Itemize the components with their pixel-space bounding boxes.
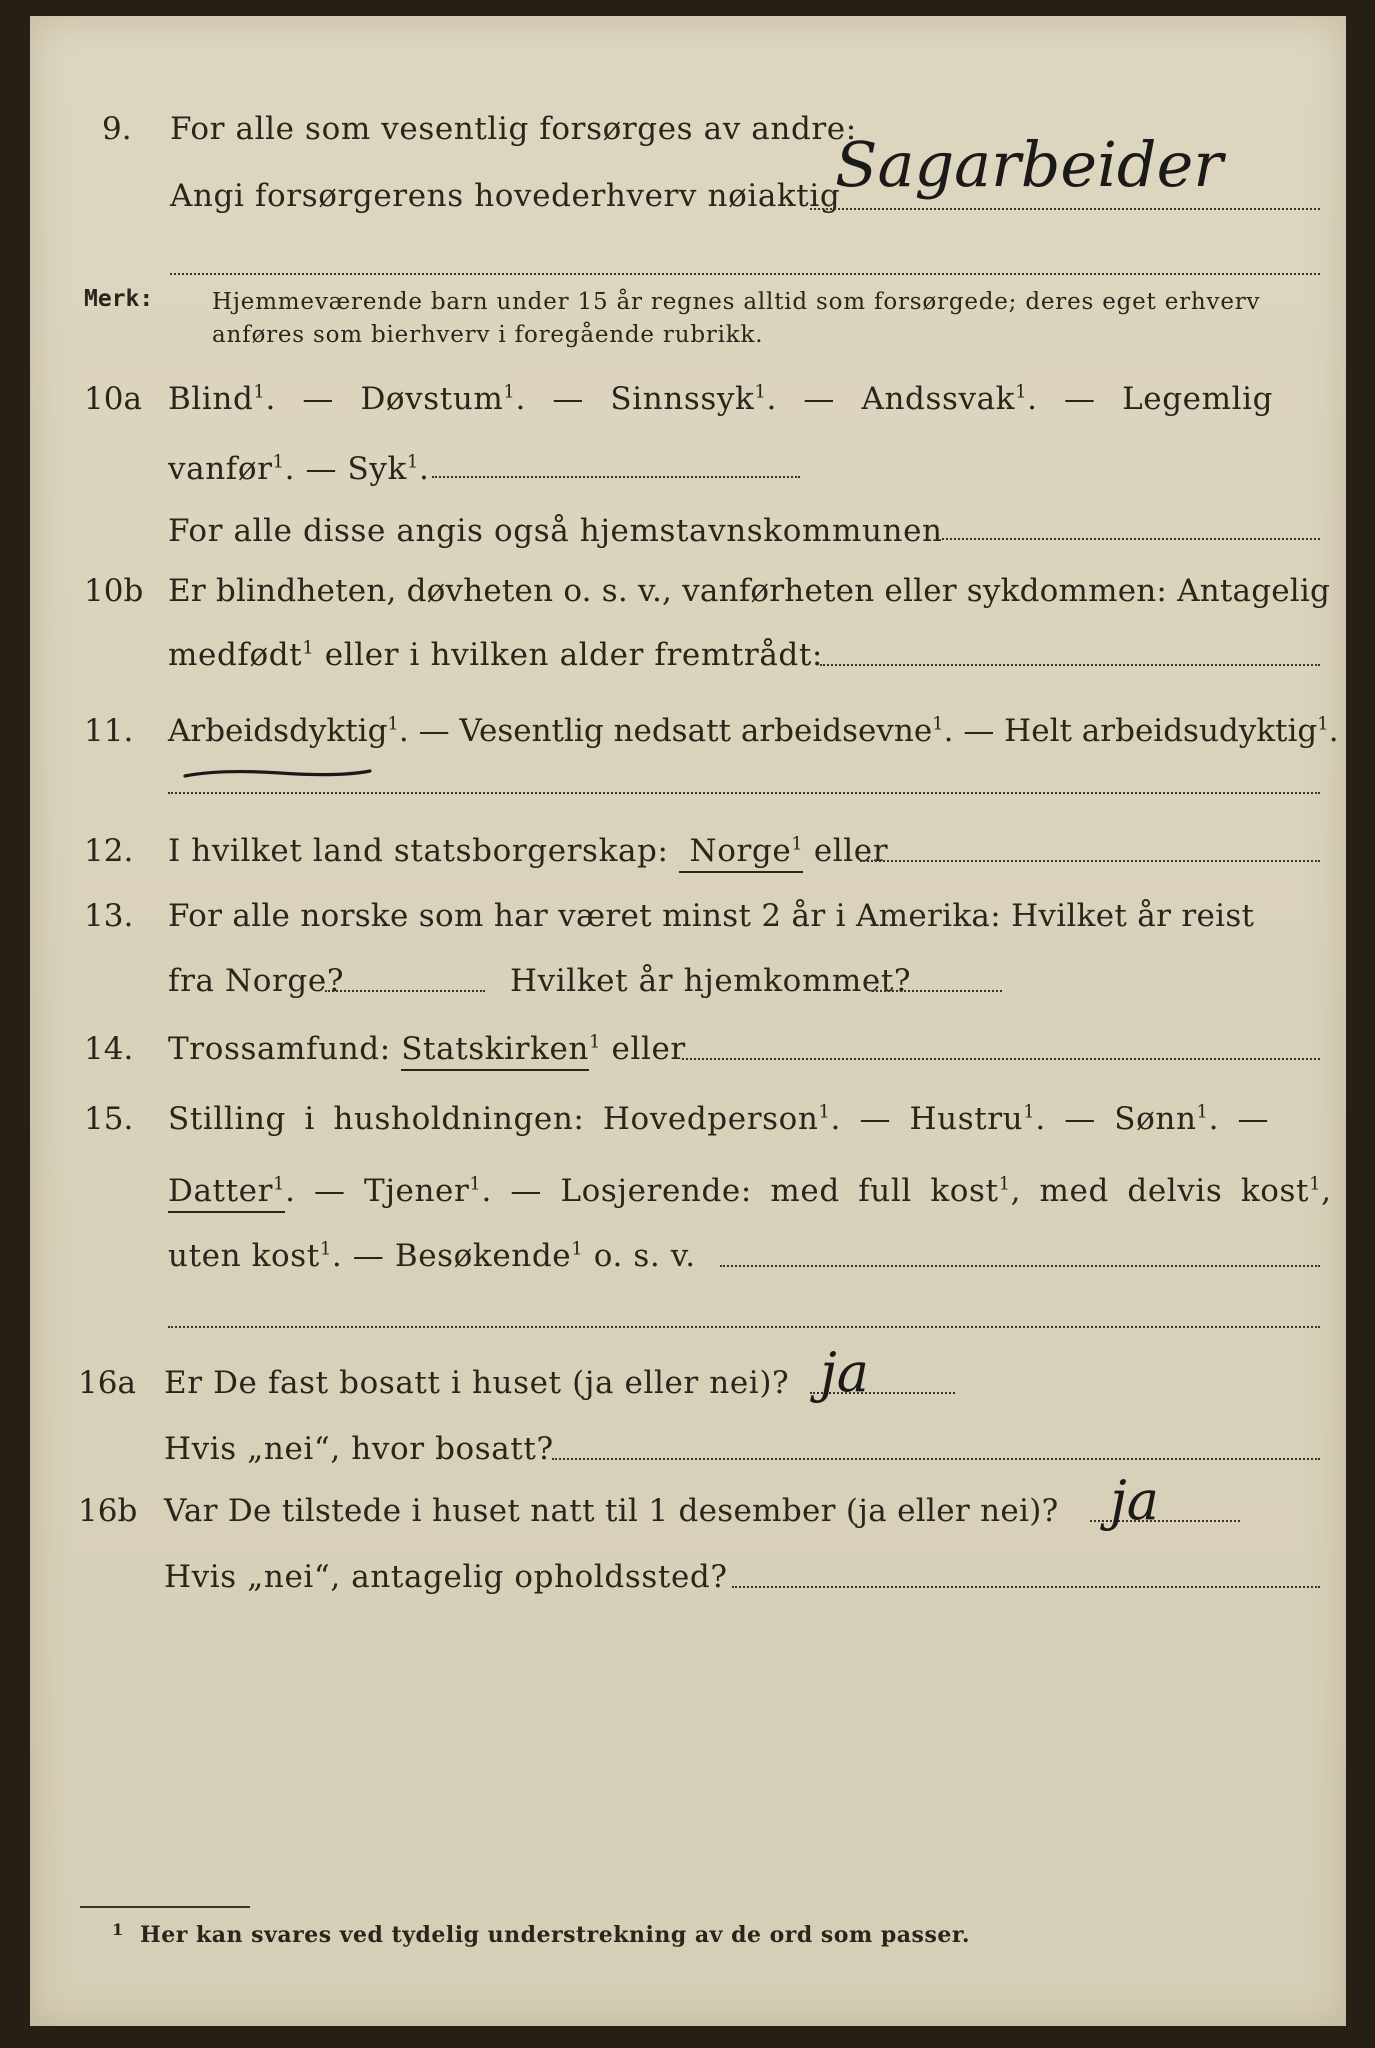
q16b-handwritten-answer: ja <box>1110 1469 1159 1532</box>
q15-answer-line-2 <box>168 1326 1320 1328</box>
q10a-syk-line <box>432 476 800 478</box>
q10a-line-3: For alle disse angis også hjemstavnskommunen <box>168 513 943 549</box>
q14-line: Trossamfund: Statskirken$^1$ eller <box>168 1034 686 1065</box>
q13-number: 13. <box>84 898 134 934</box>
q10a-line-2: vanfør$^1$. — Syk$^1$. <box>168 451 430 487</box>
q13-fra-norge: fra Norge? <box>168 963 345 999</box>
q12-number: 12. <box>84 833 134 869</box>
q11-number: 11. <box>84 713 134 749</box>
q11-line: Arbeidsdyktig$^1$. — Vesentlig nedsatt arbeidsevne$^1$. — Helt arbeidsudyktig$^1$. <box>168 713 1339 749</box>
q10a-line-1: Blind$^1$. — Døvstum$^1$. — Sinnssyk$^1$. — Andssvak$^1$. — Legemlig <box>168 381 1274 417</box>
q16b-line-1: Var De tilstede i huset natt til 1 desember (ja eller nei)? <box>164 1493 1059 1529</box>
q16b-opholdssted-line <box>732 1586 1320 1588</box>
q9-question: For alle som vesentlig forsørges av andre: <box>170 111 857 147</box>
merk-label: Merk: <box>84 286 154 312</box>
q16b-line-2: Hvis „nei“, antagelig opholdssted? <box>164 1559 728 1595</box>
q13-reist-line <box>325 990 485 992</box>
q15-datter-underlined: Datter$^1$ <box>168 1173 285 1213</box>
q13-line-1: For alle norske som har været minst 2 år i Amerika: Hvilket år reist <box>168 898 1255 934</box>
q9-number: 9. <box>102 111 132 147</box>
q15-line-3: uten kost$^1$. — Besøkende$^1$ o. s. v. <box>168 1238 696 1274</box>
census-form-page <box>30 16 1346 2026</box>
q14-number: 14. <box>84 1031 134 1067</box>
q16a-number: 16a <box>78 1365 136 1401</box>
q15-number: 15. <box>84 1101 134 1137</box>
q15-answer-line <box>720 1265 1320 1267</box>
footnote-text: Her kan svares ved tydelig understrekning av de ord som passer. <box>140 1922 971 1948</box>
q16b-number: 16b <box>78 1493 138 1529</box>
q12-answer-line <box>860 860 1320 862</box>
footnote-rule <box>80 1906 250 1908</box>
q14-answer-line <box>682 1058 1320 1060</box>
q13-hjemkommet-line <box>872 990 1002 992</box>
q10a-hjemstavn-line <box>942 538 1320 540</box>
q11-handwritten-mark <box>180 761 380 791</box>
q10a-number: 10a <box>84 381 142 417</box>
q13-hjemkommet: Hvilket år hjemkommet? <box>510 963 912 999</box>
q9-prompt: Angi forsørgerens hovederhverv nøiaktig <box>170 178 841 214</box>
q15-line-1: Stilling i husholdningen: Hovedperson$^1$. — Hustru$^1$. — Sønn$^1$. — <box>168 1101 1270 1137</box>
q16a-line-1: Er De fast bosatt i huset (ja eller nei)? <box>164 1365 790 1401</box>
footnote-mark: 1 <box>112 1920 124 1939</box>
q9-handwritten-answer: Sagarbeider <box>835 128 1223 201</box>
q10b-number: 10b <box>84 573 144 609</box>
q15-line-2: Datter$^1$. — Tjener$^1$. — Losjerende: med full kost$^1$, med delvis kost$^1$, <box>168 1176 1332 1207</box>
q16a-handwritten-answer: ja <box>820 1341 869 1404</box>
q9-answer-line-2 <box>170 273 1320 275</box>
q12-line: I hvilket land statsborgerskap: Norge$^1$ eller <box>168 836 888 867</box>
q12-norge-underlined: Norge$^1$ <box>679 833 803 873</box>
q10b-answer-line <box>820 664 1320 666</box>
q16a-line-2: Hvis „nei“, hvor bosatt? <box>164 1431 554 1467</box>
q10b-line-2: medfødt$^1$ eller i hvilken alder fremtrådt: <box>168 637 823 673</box>
merk-line-1: Hjemmeværende barn under 15 år regnes alltid som forsørgede; deres eget erhverv <box>212 289 1261 315</box>
q11-answer-line <box>168 792 1320 794</box>
merk-line-2: anføres som bierhverv i foregående rubrikk. <box>212 322 764 348</box>
q14-statskirken-underlined: Statskirken <box>401 1031 589 1071</box>
q10b-line-1: Er blindheten, døvheten o. s. v., vanførheten eller sykdommen: Antagelig <box>168 573 1331 609</box>
q16a-bosatt-line <box>552 1458 1320 1460</box>
q9-answer-line <box>810 208 1320 210</box>
